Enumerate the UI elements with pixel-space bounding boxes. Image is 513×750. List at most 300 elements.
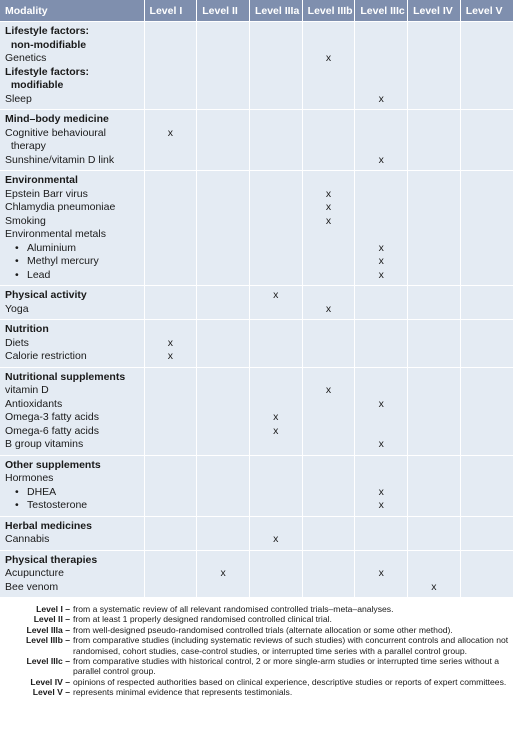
evidence-mark: [197, 140, 249, 154]
table-group-row: [0, 550, 513, 598]
level-cell: [144, 550, 197, 598]
evidence-mark: [145, 113, 197, 127]
evidence-mark: [250, 25, 302, 39]
level-cell: [249, 22, 302, 110]
evidence-mark: [145, 289, 197, 303]
evidence-mark: [197, 127, 249, 141]
modality-cell: [0, 455, 144, 516]
evidence-mark: x: [378, 438, 384, 450]
evidence-mark: [145, 228, 197, 242]
level-cell: [460, 110, 513, 171]
modality-heading: Herbal medicines: [5, 519, 92, 532]
modality-heading: Lifestyle factors:: [5, 65, 90, 78]
evidence-mark: [250, 499, 302, 513]
table-header-row: [0, 0, 513, 22]
level-cell: [249, 455, 302, 516]
evidence-mark: [461, 438, 513, 452]
evidence-mark: [303, 228, 355, 242]
level-cell: [197, 550, 250, 598]
evidence-mark: x: [273, 289, 279, 301]
evidence-mark: [303, 459, 355, 473]
evidence-mark: [461, 499, 513, 513]
level-cell: [355, 320, 408, 368]
evidence-mark: [197, 499, 249, 513]
level-definition: [0, 614, 513, 624]
level-cell: [197, 320, 250, 368]
evidence-mark: [408, 533, 460, 547]
table-group-row: [0, 22, 513, 110]
level-cell: [302, 550, 355, 598]
evidence-mark: x: [378, 485, 384, 498]
header-level-iiia: Level IIIa: [249, 0, 302, 22]
evidence-mark: [145, 140, 197, 154]
level-definition-key: Level V –: [32, 687, 70, 698]
level-definitions: [0, 598, 513, 698]
modality-subitem-label: Testosterone: [27, 499, 88, 511]
evidence-mark: [250, 228, 302, 242]
level-cell: [302, 171, 355, 286]
evidence-mark: x: [378, 268, 384, 281]
evidence-mark: [355, 303, 407, 317]
level-cell: [355, 367, 408, 455]
evidence-mark: [461, 140, 513, 154]
evidence-mark: [408, 79, 460, 93]
evidence-mark: [461, 269, 513, 283]
level-cell: [460, 550, 513, 598]
evidence-mark: [197, 228, 249, 242]
evidence-mark: [145, 323, 197, 337]
evidence-mark: x: [378, 397, 384, 410]
evidence-mark: [355, 66, 407, 80]
evidence-mark: [461, 554, 513, 568]
evidence-mark: [303, 154, 355, 168]
evidence-mark: x: [325, 214, 332, 227]
evidence-mark: x: [378, 499, 384, 511]
evidence-mark: [145, 567, 197, 581]
evidence-mark: [355, 459, 407, 473]
level-cell: [197, 286, 250, 320]
evidence-mark: [145, 554, 197, 568]
evidence-mark: [250, 140, 302, 154]
evidence-mark: [303, 93, 355, 107]
evidence-mark: [461, 384, 513, 398]
table-group-row: [0, 516, 513, 550]
level-cell: [355, 550, 408, 598]
modality-subitem-label: Lead: [27, 268, 51, 281]
evidence-mark: [197, 39, 249, 53]
evidence-mark: [355, 581, 407, 595]
evidence-mark: [461, 323, 513, 337]
level-definition-key: Level IIIb –: [26, 635, 70, 646]
evidence-mark: [250, 39, 302, 53]
evidence-mark: [355, 411, 407, 425]
modality-item: Calorie restriction: [5, 350, 87, 362]
evidence-mark: [250, 384, 302, 398]
evidence-mark: [461, 425, 513, 439]
evidence-mark: [408, 384, 460, 398]
evidence-mark: [197, 303, 249, 317]
level-cell: [302, 22, 355, 110]
evidence-mark: [145, 533, 197, 547]
modality-item: vitamin D: [5, 384, 49, 396]
modality-cell: [0, 550, 144, 598]
evidence-mark: [303, 174, 355, 188]
level-definition: [0, 625, 513, 635]
modality-cell: [0, 367, 144, 455]
evidence-mark: [250, 269, 302, 283]
level-cell: [460, 455, 513, 516]
evidence-mark: [250, 371, 302, 385]
evidence-mark: [303, 486, 355, 500]
evidence-mark: [197, 337, 249, 351]
table-group-row: [0, 171, 513, 286]
evidence-mark: [197, 411, 249, 425]
level-definition-text: from at least 1 properly designed randomised controlled clinical trial.: [73, 614, 332, 625]
evidence-mark: [197, 554, 249, 568]
modality-heading: Physical activity: [5, 289, 87, 301]
level-cell: [408, 110, 461, 171]
header-level-iiic: Level IIIc: [355, 0, 408, 22]
evidence-mark: x: [273, 533, 279, 545]
evidence-mark: [197, 533, 249, 547]
evidence-mark: [303, 581, 355, 595]
evidence-mark: [250, 52, 302, 66]
evidence-mark: [197, 93, 249, 107]
modality-subitem-label: Aluminium: [27, 241, 77, 254]
evidence-mark: [197, 255, 249, 269]
evidence-mark: [461, 79, 513, 93]
evidence-mark: x: [167, 350, 174, 362]
evidence-mark: [250, 174, 302, 188]
level-cell: [408, 22, 461, 110]
evidence-mark: [145, 459, 197, 473]
evidence-mark: [250, 567, 302, 581]
modality-heading: Environmental: [5, 174, 78, 186]
evidence-mark: [355, 228, 407, 242]
evidence-mark: [461, 337, 513, 351]
evidence-mark: [408, 472, 460, 486]
evidence-mark: [355, 79, 407, 93]
evidence-mark: [145, 438, 197, 452]
evidence-mark: [197, 289, 249, 303]
modality-item: Environmental metals: [5, 228, 106, 240]
evidence-mark: [197, 52, 249, 66]
evidence-mark: [250, 242, 302, 256]
level-cell: [144, 286, 197, 320]
evidence-mark: [250, 398, 302, 412]
evidence-mark: [303, 533, 355, 547]
modality-item: Acupuncture: [5, 567, 64, 579]
level-definition-text: represents minimal evidence that represents testimonials.: [73, 687, 293, 698]
modality-subitem: [5, 242, 140, 256]
evidence-mark: [461, 398, 513, 412]
evidence-mark: x: [220, 567, 226, 579]
evidence-mark: [145, 66, 197, 80]
modality-heading: Nutrition: [5, 323, 49, 335]
level-cell: [460, 320, 513, 368]
evidence-mark: [461, 93, 513, 107]
modality-heading: Other supplements: [5, 458, 101, 471]
table-group-row: [0, 455, 513, 516]
level-cell: [460, 171, 513, 286]
level-definition: [0, 687, 513, 697]
evidence-mark: [461, 486, 513, 500]
level-cell: [302, 367, 355, 455]
evidence-mark: [408, 255, 460, 269]
evidence-mark: [303, 371, 355, 385]
evidence-mark: [250, 113, 302, 127]
evidence-mark: [408, 201, 460, 215]
evidence-mark: [197, 425, 249, 439]
evidence-mark: [250, 66, 302, 80]
evidence-mark: x: [167, 126, 174, 139]
evidence-mark: [355, 337, 407, 351]
level-cell: [197, 110, 250, 171]
level-cell: [249, 171, 302, 286]
evidence-mark: [355, 188, 407, 202]
level-cell: [355, 171, 408, 286]
modality-item: Omega-6 fatty acids: [5, 424, 99, 437]
evidence-mark: x: [167, 336, 174, 349]
evidence-mark: [145, 520, 197, 534]
level-cell: [144, 516, 197, 550]
evidence-mark: [197, 66, 249, 80]
modality-subitem-label: Methyl mercury: [27, 255, 99, 267]
evidence-mark: [303, 140, 355, 154]
header-modality: Modality: [0, 0, 144, 22]
evidence-mark: [303, 25, 355, 39]
evidence-mark: [461, 242, 513, 256]
level-cell: [197, 455, 250, 516]
evidence-mark: [303, 289, 355, 303]
evidence-mark: [355, 350, 407, 364]
modality-item: Hormones: [5, 472, 54, 484]
evidence-mark: [355, 201, 407, 215]
evidence-mark: [303, 127, 355, 141]
evidence-mark: [145, 25, 197, 39]
evidence-mark: [197, 350, 249, 364]
level-cell: [144, 367, 197, 455]
modality-cell: [0, 320, 144, 368]
level-cell: [408, 550, 461, 598]
evidence-mark: [197, 472, 249, 486]
level-definition-text: from well-designed pseudo-randomised controlled trials (alternate allocation or some other method).: [73, 624, 453, 635]
evidence-mark: [408, 66, 460, 80]
level-cell: [460, 286, 513, 320]
evidence-mark: [408, 371, 460, 385]
evidence-mark: [303, 350, 355, 364]
evidence-mark: [408, 411, 460, 425]
evidence-mark: [355, 472, 407, 486]
evidence-mark: [355, 289, 407, 303]
evidence-mark: [355, 174, 407, 188]
evidence-mark: [145, 384, 197, 398]
evidence-mark: [408, 350, 460, 364]
evidence-mark: x: [325, 187, 332, 200]
evidence-mark: [408, 140, 460, 154]
evidence-mark: [461, 127, 513, 141]
level-cell: [197, 171, 250, 286]
evidence-mark: x: [378, 92, 384, 105]
evidence-mark: [145, 39, 197, 53]
level-definition-key: Level IIIa –: [26, 624, 70, 635]
evidence-mark: [145, 52, 197, 66]
table-group-row: [0, 286, 513, 320]
evidence-mark: [197, 398, 249, 412]
evidence-mark: [355, 215, 407, 229]
evidence-mark: [355, 371, 407, 385]
level-cell: [408, 516, 461, 550]
evidence-mark: [461, 289, 513, 303]
evidence-mark: [408, 25, 460, 39]
level-definition-key: Level I –: [36, 604, 70, 614]
evidence-mark: [197, 113, 249, 127]
evidence-mark: [145, 581, 197, 595]
modality-heading: Physical therapies: [5, 553, 98, 566]
evidence-mark: [303, 255, 355, 269]
modality-item: B group vitamins: [5, 438, 84, 450]
modality-heading: modifiable: [5, 79, 64, 91]
evidence-mark: [461, 228, 513, 242]
level-cell: [249, 367, 302, 455]
evidence-mark: [197, 581, 249, 595]
modality-item: Diets: [5, 336, 29, 349]
evidence-mark: [408, 303, 460, 317]
modality-subitem: [5, 269, 140, 283]
evidence-mark: [461, 154, 513, 168]
level-cell: [144, 171, 197, 286]
modality-subitem: [5, 499, 140, 513]
evidence-mark: [355, 533, 407, 547]
evidence-mark: [197, 323, 249, 337]
level-cell: [355, 516, 408, 550]
evidence-mark: [355, 140, 407, 154]
evidence-mark: [145, 188, 197, 202]
evidence-mark: [250, 337, 302, 351]
evidence-mark: [303, 499, 355, 513]
header-level-iv: Level IV: [408, 0, 461, 22]
evidence-mark: [408, 215, 460, 229]
evidence-mark: [303, 269, 355, 283]
table-group-row: [0, 110, 513, 171]
level-cell: [460, 367, 513, 455]
evidence-mark: [408, 289, 460, 303]
evidence-mark: x: [431, 580, 437, 593]
evidence-mark: [145, 242, 197, 256]
evidence-mark: [408, 554, 460, 568]
evidence-mark: [461, 39, 513, 53]
modality-cell: [0, 171, 144, 286]
evidence-mark: [197, 486, 249, 500]
modality-item: Antioxidants: [5, 397, 63, 410]
modality-item: Chlamydia pneumoniae: [5, 201, 116, 213]
level-cell: [144, 320, 197, 368]
level-cell: [355, 110, 408, 171]
evidence-mark: x: [378, 241, 384, 254]
evidence-mark: [408, 228, 460, 242]
evidence-mark: [408, 459, 460, 473]
evidence-mark: [145, 411, 197, 425]
evidence-mark: [250, 201, 302, 215]
evidence-mark: [408, 398, 460, 412]
evidence-mark: [408, 154, 460, 168]
bullet-icon: •: [15, 499, 19, 511]
level-cell: [408, 320, 461, 368]
evidence-mark: [408, 486, 460, 500]
evidence-mark: [408, 323, 460, 337]
evidence-mark: [250, 323, 302, 337]
modality-item: Bee venom: [5, 580, 59, 593]
evidence-mark: [145, 174, 197, 188]
level-cell: [302, 455, 355, 516]
evidence-mark: [461, 174, 513, 188]
evidence-mark: [355, 25, 407, 39]
evidence-mark: [408, 39, 460, 53]
level-cell: [408, 367, 461, 455]
level-definition-text: from comparative studies with historical control, 2 or more single-arm studies or interrupted time series without a parallel control group.: [73, 656, 500, 677]
evidence-mark: [408, 113, 460, 127]
evidence-mark: x: [378, 153, 384, 166]
evidence-mark: [408, 425, 460, 439]
evidence-mark: [145, 371, 197, 385]
evidence-mark: [461, 66, 513, 80]
evidence-mark: [250, 438, 302, 452]
evidence-mark: [408, 93, 460, 107]
evidence-mark: [250, 554, 302, 568]
evidence-mark: [461, 113, 513, 127]
evidence-mark: [250, 93, 302, 107]
evidence-mark: [303, 242, 355, 256]
evidence-mark: [250, 127, 302, 141]
level-cell: [144, 455, 197, 516]
evidence-mark: [197, 520, 249, 534]
evidence-mark: [355, 323, 407, 337]
evidence-mark: [197, 188, 249, 202]
level-cell: [408, 171, 461, 286]
evidence-mark: [197, 459, 249, 473]
evidence-mark: x: [325, 302, 332, 315]
evidence-mark: [197, 242, 249, 256]
evidence-mark: x: [273, 424, 279, 437]
evidence-mark: [145, 255, 197, 269]
modality-cell: [0, 286, 144, 320]
level-cell: [144, 110, 197, 171]
evidence-mark: [461, 472, 513, 486]
level-cell: [249, 286, 302, 320]
level-cell: [302, 110, 355, 171]
level-definition: [0, 604, 513, 614]
level-cell: [408, 286, 461, 320]
level-definition: [0, 677, 513, 687]
evidence-mark: [461, 371, 513, 385]
level-cell: [249, 550, 302, 598]
evidence-mark: [197, 174, 249, 188]
evidence-mark: [145, 93, 197, 107]
modality-item: Epstein Barr virus: [5, 187, 88, 200]
level-definition-text: from comparative studies (including systematic reviews of such studies) with concurrent controls and allocation not randomised, cohort studies, case-control studies, or interrupted time series with a parallel control group.: [73, 635, 509, 656]
table-group-row: [0, 367, 513, 455]
evidence-mark: [303, 425, 355, 439]
evidence-mark: [250, 215, 302, 229]
evidence-mark: [408, 174, 460, 188]
header-level-ii: Level II: [197, 0, 250, 22]
evidence-mark: [197, 384, 249, 398]
evidence-mark: [355, 39, 407, 53]
evidence-mark: x: [378, 567, 384, 579]
evidence-mark: x: [325, 201, 332, 213]
evidence-mark: x: [325, 52, 332, 64]
level-cell: [249, 516, 302, 550]
